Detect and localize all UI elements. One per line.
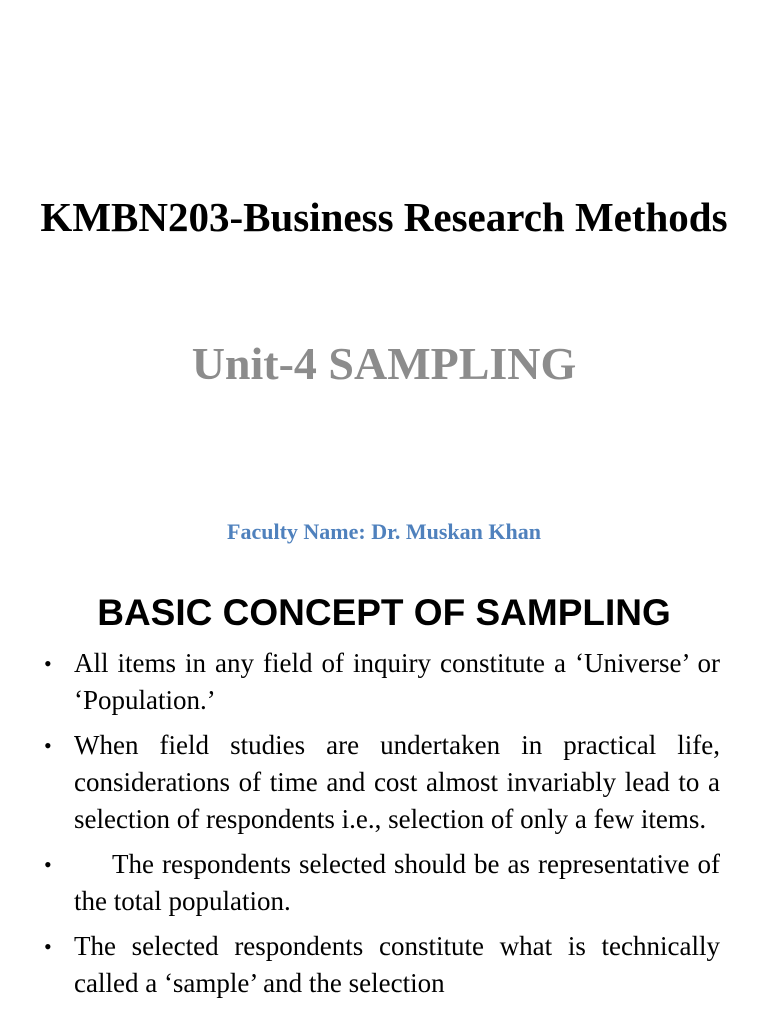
slide-heading: BASIC CONCEPT OF SAMPLING	[97, 592, 671, 633]
bullet-item	[44, 727, 720, 838]
bullet-text: The selected respondents constitute what is technically called a ‘sample’ and the selection	[74, 931, 720, 998]
bullet-icon: •	[44, 651, 52, 676]
bullet-icon: •	[44, 852, 52, 877]
bullet-item	[44, 645, 720, 719]
course-title: KMBN203-Business Research Methods	[40, 194, 728, 240]
bullet-text: The respondents selected should be as representative of the total population.	[74, 849, 720, 916]
bullet-text: When field studies are undertaken in practical life, considerations of time and cost almost invariably lead to a selection of respondents i.e., selection of only a few items.	[74, 730, 720, 834]
bullet-item	[44, 846, 720, 920]
bullet-list	[44, 645, 720, 1010]
faculty-name: Faculty Name: Dr. Muskan Khan	[227, 519, 541, 544]
bullet-icon: •	[44, 934, 52, 959]
bullet-text: All items in any field of inquiry constitute a ‘Universe’ or ‘Population.’	[74, 648, 720, 715]
bullet-item	[44, 928, 720, 1002]
bullet-icon: •	[44, 733, 52, 758]
unit-title: Unit-4 SAMPLING	[191, 338, 577, 389]
content-slide	[0, 576, 768, 1024]
